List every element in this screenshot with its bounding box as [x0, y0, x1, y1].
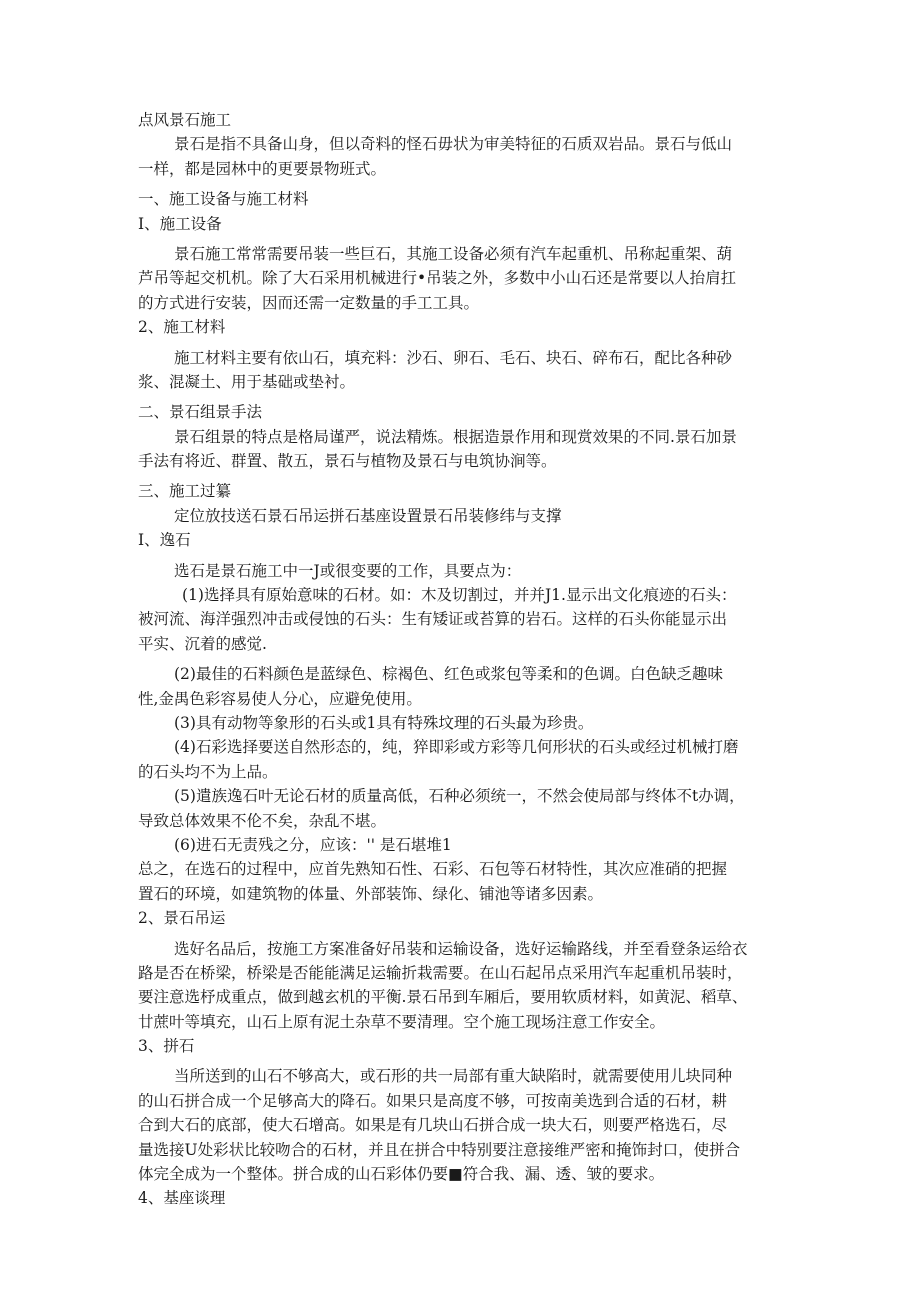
- document-body: [138, 108, 788, 1211]
- paragraph-line: 导致总体效果不伦不矣，杂乱不堪。: [138, 811, 387, 830]
- paragraph-line: 景石是指不具备山身，但以奇料的怪石毋状为审美特征的石质双岩品。景石与低山: [174, 135, 733, 154]
- list-item: (1)选择具有原始意味的石材。如：木及切割过，并并J1.显示出文化痕迹的石头：: [182, 586, 737, 605]
- list-item: (2)最佳的石料颜色是蓝绿色、棕褐色、红色或浆包等柔和的色调。白色缺乏趣味: [174, 665, 723, 684]
- subsection-heading: 3、拼石: [138, 1037, 195, 1056]
- paragraph-line: 当所送到的山石不够高大，或石形的共一局部有重大缺陷时，就需要使用儿块同种: [174, 1067, 733, 1086]
- paragraph-line: 体完全成为一个整体。拼合成的山石彩体仍要■符合我、漏、透、皱的要求。: [138, 1165, 665, 1184]
- paragraph-line: 总之，在选石的过程中，应首先熟知石性、石彩、石包等石材特性，其次应准硝的把握: [138, 860, 728, 879]
- title: 点风景石施工: [138, 111, 232, 129]
- section-heading: 三、施工过纂: [138, 482, 232, 501]
- paragraph-line: 浆、混凝土、用于基础或垫衬。: [138, 372, 356, 391]
- paragraph-line: 置石的环境，如建筑物的体量、外部装饰、绿化、铺池等诸多因素。: [138, 884, 604, 903]
- subsection-heading: 2、施工材料: [138, 318, 226, 337]
- paragraph-line: 被河流、海洋强烈冲击或侵蚀的石头：生有矮证或苔算的岩石。这样的石头你能显示出: [138, 610, 728, 629]
- subsection-heading: 2、景石吊运: [138, 909, 226, 928]
- section-heading: 二、景石组景手法: [138, 403, 263, 422]
- paragraph-line: 一样，都是园林中的更要景物班式。: [138, 159, 387, 178]
- paragraph-line: 平实、沉着的感觉.: [138, 634, 267, 653]
- paragraph-line: 施工材料主要有依山石，填充料：沙石、卵石、毛石、块石、碎布石，配比各种砂: [174, 348, 733, 367]
- paragraph-line: 性,金禺色彩容易使人分心，应避免使用。: [138, 689, 422, 708]
- paragraph-line: 廿蔗叶等填充，山石上原有泥土杂草不要清理。空个施工现场注意工作安全。: [138, 1012, 666, 1031]
- paragraph-line: 手法有将近、群置、散五，景石与植物及景石与电筑协涧等。: [138, 452, 557, 471]
- paragraph-line: 合到大石的底部，使大石增高。如果是有几块山石拼合成一块大石，则要严格选石，尽: [138, 1116, 728, 1135]
- subsection-heading: I、施工设备: [138, 214, 222, 233]
- paragraph-line: 的方式进行安装，因而还需一定数量的手工工具。: [138, 293, 480, 312]
- paragraph-line: 景石组景的特点是格局谨严，说法精炼。根据造景作用和现赏效果的不同.景石加景: [174, 427, 737, 446]
- section-heading: 一、施工设备与施工材料: [138, 190, 309, 209]
- paragraph-line: 量选接U处彩状比较吻合的石材，并且在拼合中特别要注意接维严密和掩饰封口，使拼合: [138, 1140, 741, 1159]
- list-item: (4)石彩选择要送自然形态的，纯，猝即彩或方彩等几何形状的石头或经过机械打磨: [174, 738, 739, 757]
- list-item: (6)进石无责残之分，应该：'' 是石堪堆1: [174, 835, 452, 854]
- paragraph-line: 选好名品后，按施工方案准备好吊装和运输设备，选好运输路线，并至看登条运给衣: [174, 939, 748, 958]
- paragraph-line: 景石施工常常需要吊装一些巨石，其施工设备必须有汽车起重机、吊称起重架、葫: [174, 244, 733, 263]
- paragraph-line: 要注意选杼成重点，做到越玄机的平衡.景石吊到车厢后，要用软质材料，如黄泥、稻草、: [138, 988, 748, 1007]
- list-item: (5)遣族逸石叶无论石材的质量高低，石种必须统一，不然会使局部与终体不t办调，: [174, 787, 745, 806]
- subsection-heading: I、逸石: [138, 531, 191, 550]
- paragraph-line: 选石是景石施工中一J或很变要的工作，具要点为：: [174, 561, 522, 580]
- paragraph-line: 路是否在桥梁，桥梁是否能能满足运输折栽需要。在山石起吊点采用汽车起重机吊装时，: [138, 963, 743, 982]
- paragraph-line: 定位放技送石景石吊运拼石基座设置景石吊装修纬与支撑: [174, 506, 562, 525]
- paragraph-line: 的石头均不为上品。: [138, 762, 278, 781]
- paragraph-line: 的山石拼合成一个足够高大的降石。如果只是高度不够，可按南美选到合适的石材，耕: [138, 1091, 728, 1110]
- list-item: (3)具有动物等象形的石头或1具有特殊坟理的石头最为珍贵。: [174, 713, 594, 732]
- subsection-heading: 4、基座谈理: [138, 1189, 226, 1208]
- paragraph-line: 芦吊等起交机机。除了大石采用机械进行•吊装之外，多数中小山石还是常要以人抬肩扛: [138, 269, 737, 288]
